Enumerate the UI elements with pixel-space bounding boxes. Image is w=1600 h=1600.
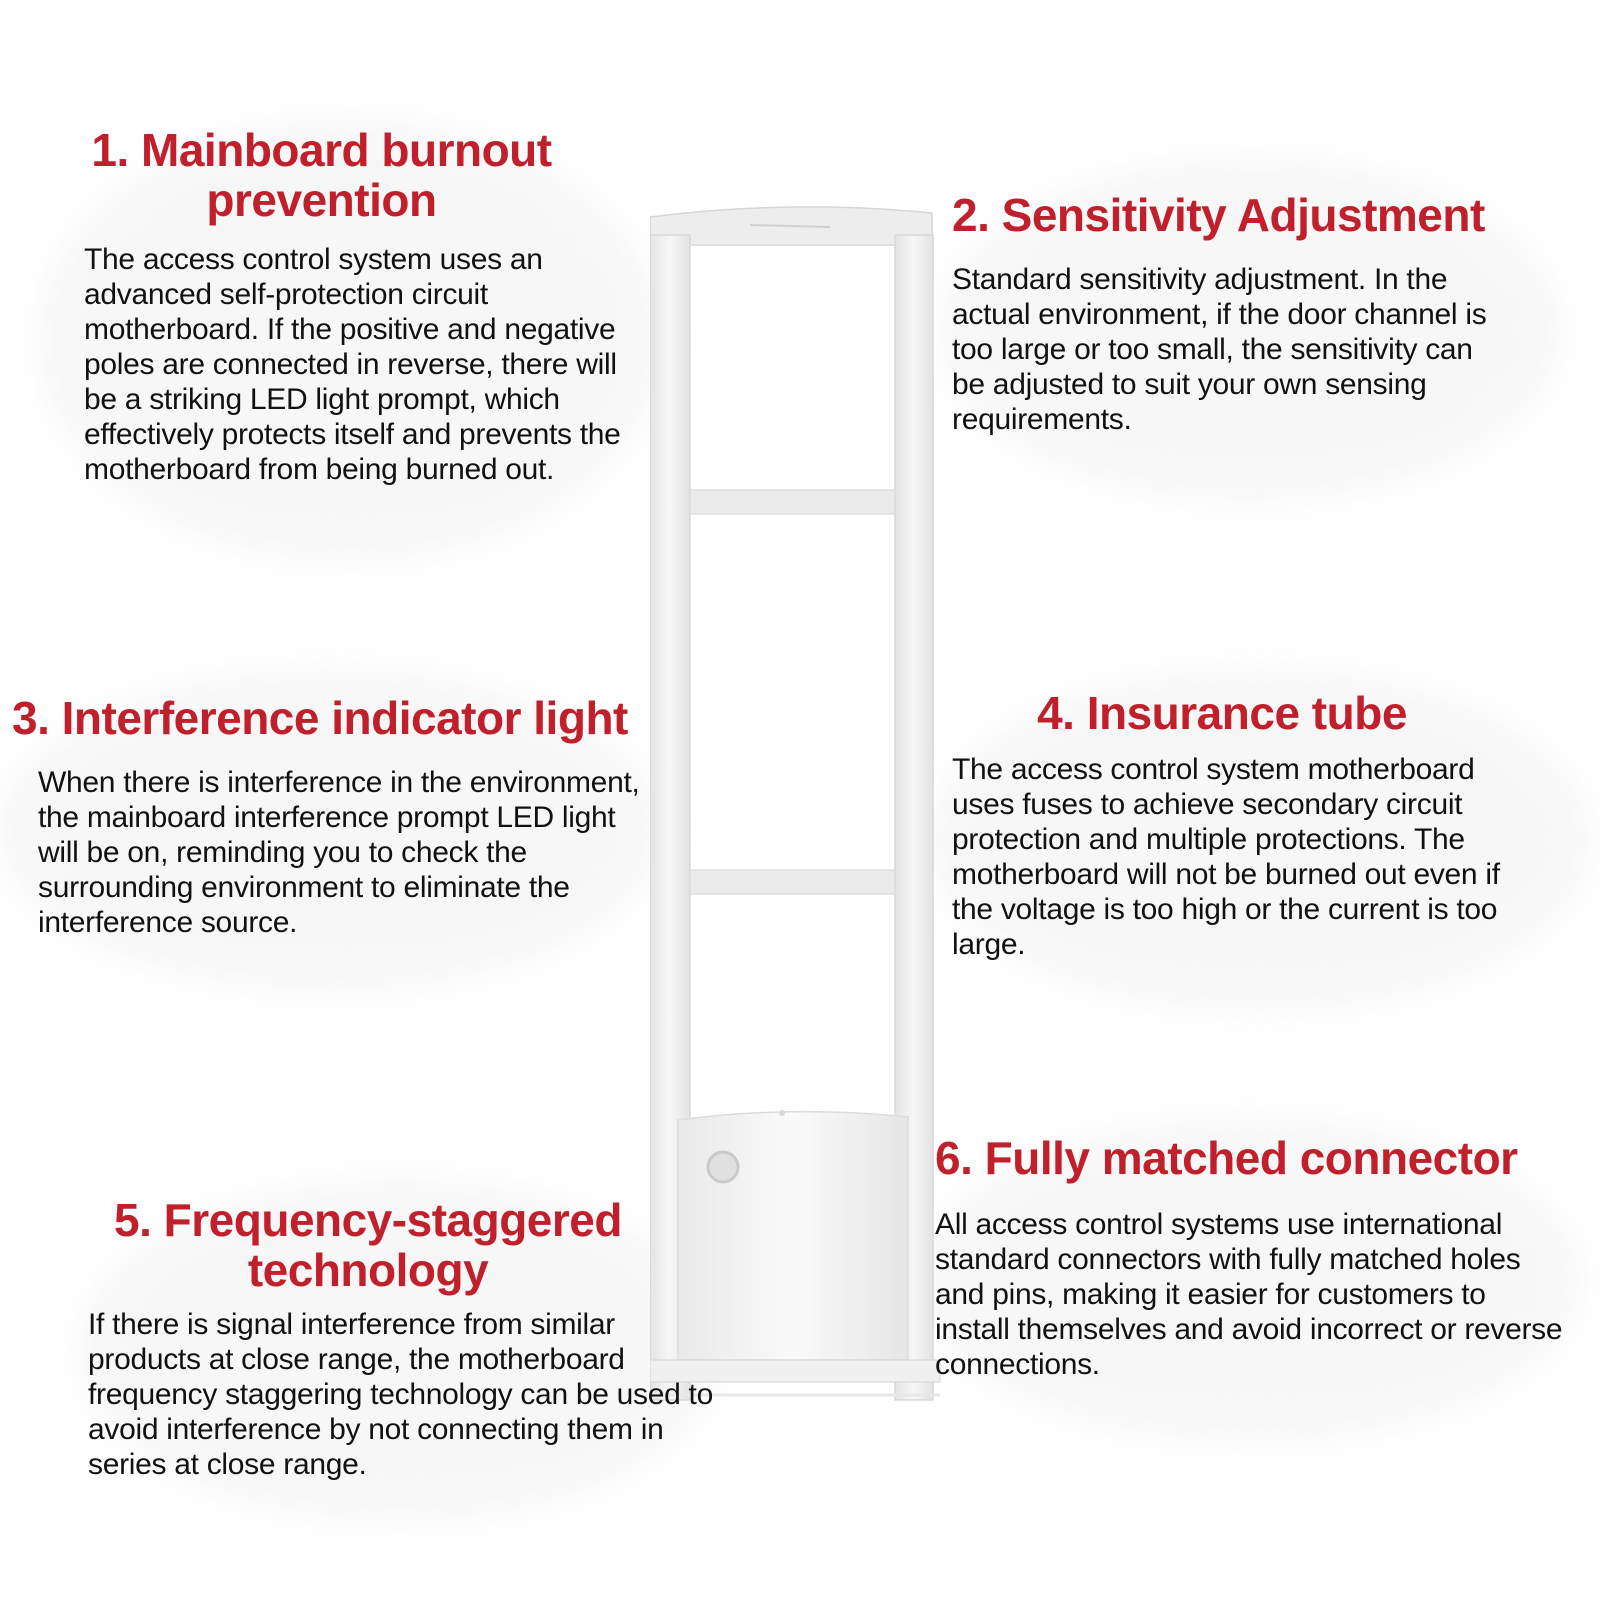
feature-1 <box>84 125 644 487</box>
feature-1-body: The access control system uses an advanced self-protection circuit motherboard. If the positive and negative poles are connected in reverse, there will be a striking LED light prompt, which effectively protects itself and prevents the motherboard from being burned out. <box>84 243 621 486</box>
feature-6-title: 6. Fully matched connector <box>935 1132 1518 1184</box>
gate-crossbar <box>690 870 895 894</box>
feature-5 <box>88 1195 728 1482</box>
feature-2-body: Standard sensitivity adjustment. In the actual environment, if the door channel is too large or too small, the sensitivity can be adjusted to suit your own sensing requirements. <box>952 263 1487 436</box>
feature-2-title: 2. Sensitivity Adjustment <box>952 189 1485 241</box>
feature-2 <box>952 190 1552 437</box>
feature-5-title: 5. Frequency-staggered technology <box>114 1194 622 1296</box>
feature-4 <box>952 688 1552 962</box>
feature-3-body: When there is interference in the environment, the mainboard interference prompt LED light will be on, reminding you to check the surrounding environment to eliminate the interference source. <box>38 766 640 939</box>
feature-6 <box>935 1133 1575 1382</box>
feature-1-title: 1. Mainboard burnout prevention <box>91 124 552 226</box>
feature-3-title: 3. Interference indicator light <box>12 692 628 744</box>
gate-crossbar <box>690 490 895 514</box>
feature-3 <box>12 693 652 940</box>
feature-5-body: If there is signal interference from similar products at close range, the motherboard frequency staggering technology can be used to avoid interference by not connecting them in series at close range. <box>88 1308 713 1481</box>
feature-4-title: 4. Insurance tube <box>1037 687 1407 739</box>
feature-4-body: The access control system motherboard uses fuses to achieve secondary circuit protection and multiple protections. The motherboard will not be burned out even if the voltage is too high or the current is too large. <box>952 753 1500 961</box>
feature-6-body: All access control systems use international standard connectors with fully matched holes and pins, making it easier for customers to install themselves and avoid incorrect or reverse connections. <box>935 1208 1563 1381</box>
indicator-light-icon <box>708 1152 738 1182</box>
